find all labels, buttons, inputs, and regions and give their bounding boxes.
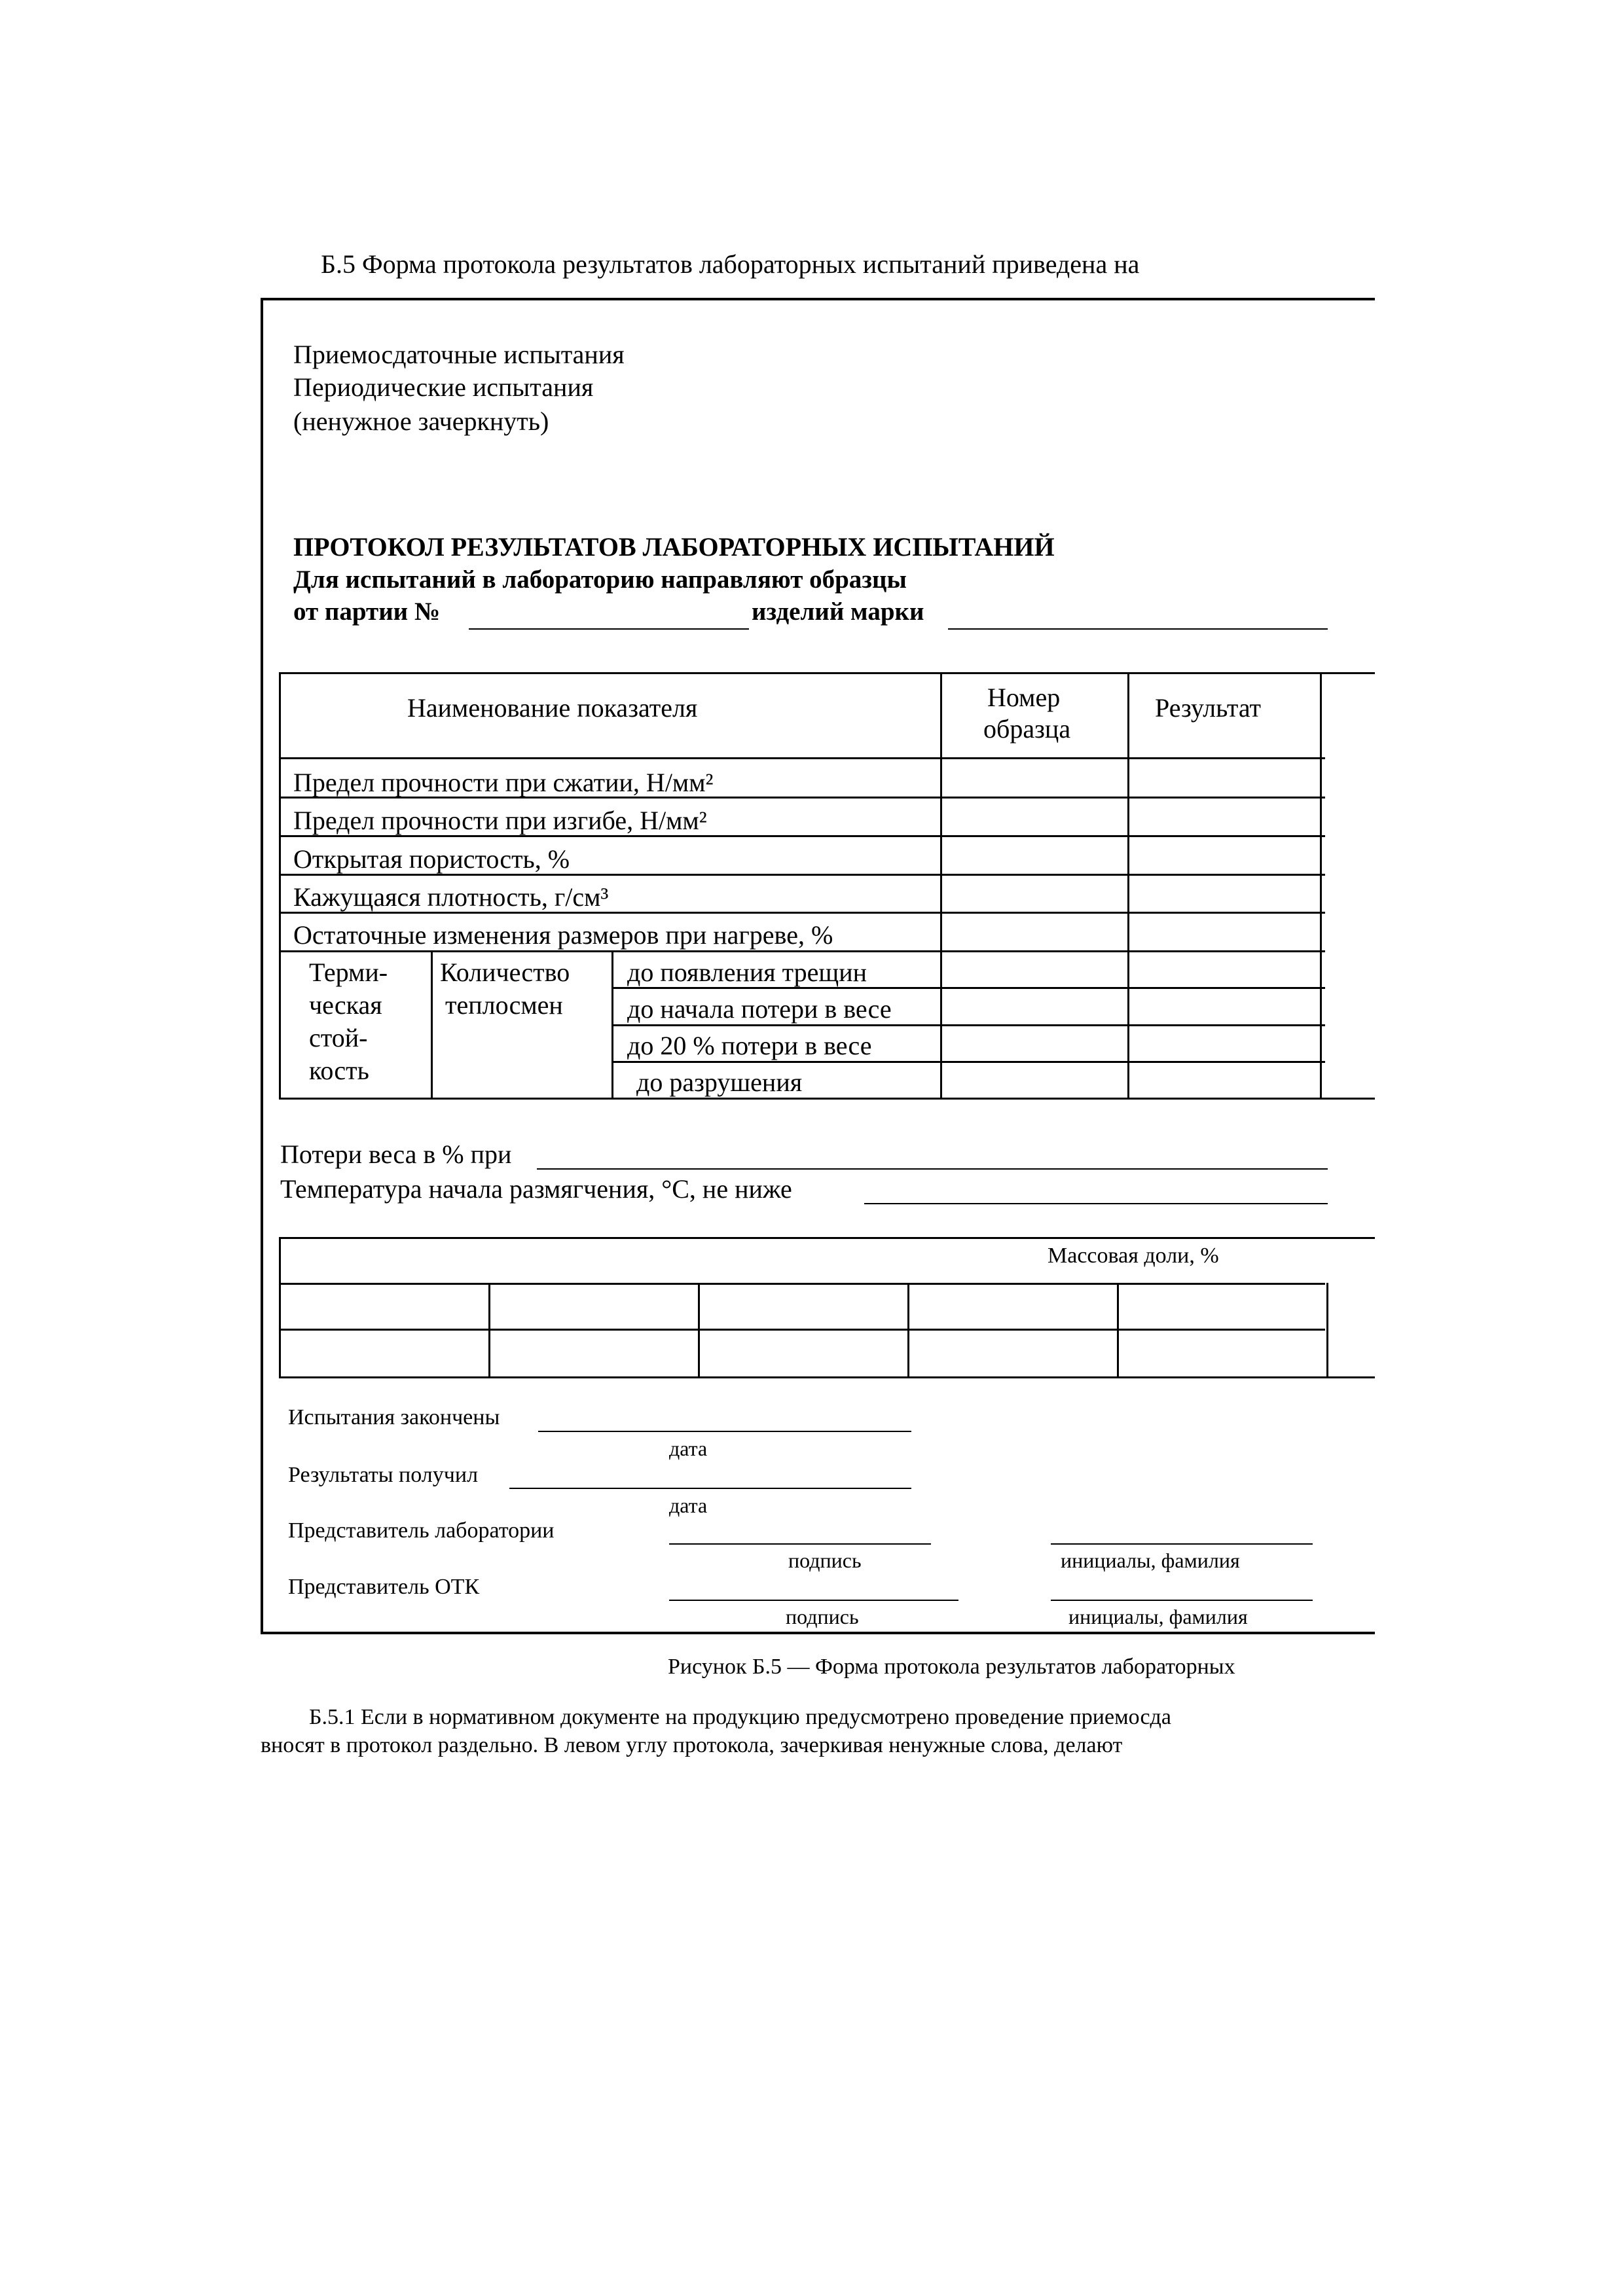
form-frame-top [261,298,1375,300]
tests-finished-line[interactable] [538,1431,911,1432]
batch-number-line[interactable] [469,628,749,630]
intro-line: Б.5 Форма протокола результатов лабораторных испытаний приведена на [321,249,1140,279]
thermal-cycles-label-1: Количество [440,958,570,987]
results-received-label: Результаты получил [288,1463,479,1487]
softening-line[interactable] [864,1203,1328,1204]
form-frame-left [261,298,263,1634]
tests-finished-label: Испытания закончены [288,1405,500,1429]
mass-fraction-header: Массовая доли, % [1048,1244,1219,1268]
thermal-label-1: Терми- [309,958,388,987]
weight-loss-label: Потери веса в % при [280,1139,512,1169]
thermal-item-destruction: до разрушения [636,1067,803,1097]
form-frame-bottom [261,1632,1375,1634]
product-grade-line[interactable] [948,628,1328,630]
thermal-label-4: кость [309,1056,369,1085]
thermal-item-weight-loss-20: до 20 % потери в весе [627,1031,872,1060]
row-compressive-strength: Предел прочности при сжатии, Н/мм² [293,768,714,797]
acceptance-tests-label: Приемосдаточные испытания [293,340,625,369]
protocol-subtitle: Для испытаний в лабораторию направляют образцы [293,565,907,594]
sample-header-line1: Номер [987,683,1061,712]
otk-rep-label: Представитель ОТК [288,1575,480,1599]
footer-line-1: Б.5.1 Если в нормативном документе на продукцию предусмотрено проведение приемосда [309,1705,1171,1729]
thermal-label-2: ческая [309,990,382,1020]
periodic-tests-label: Периодические испытания [293,372,594,402]
row-open-porosity: Открытая пористость, % [293,844,570,874]
results-received-line[interactable] [509,1488,911,1489]
figure-caption: Рисунок Б.5 — Форма протокола результатов лабораторных [668,1655,1235,1679]
lab-rep-name-line[interactable] [1051,1543,1313,1545]
signature-caption-1: подпись [788,1549,862,1572]
row-residual-changes: Остаточные изменения размеров при нагреве, % [293,920,833,950]
protocol-title: ПРОТОКОЛ РЕЗУЛЬТАТОВ ЛАБОРАТОРНЫХ ИСПЫТАНИЙ [293,532,1055,562]
thermal-cycles-label-2: теплосмен [445,990,563,1020]
sample-header-line2: образца [983,714,1071,744]
initials-caption-1: инициалы, фамилия [1061,1549,1240,1572]
batch-label: от партии № [293,598,441,626]
weight-loss-line[interactable] [537,1168,1328,1170]
result-header: Результат [1155,693,1262,723]
signature-caption-2: подпись [786,1605,859,1628]
thermal-item-weight-loss-start: до начала потери в весе [627,994,892,1024]
date-caption-1: дата [669,1437,708,1460]
initials-caption-2: инициалы, фамилия [1068,1605,1248,1628]
lab-rep-label: Представитель лаборатории [288,1518,555,1543]
row-bending-strength: Предел прочности при изгибе, Н/мм² [293,806,707,835]
lab-rep-signature-line[interactable] [669,1543,931,1545]
softening-label: Температура начала размягчения, °С, не ниже [280,1174,792,1204]
footer-line-2: вносят в протокол раздельно. В левом углу протокола, зачеркивая ненужные слова, делают [261,1733,1123,1757]
otk-rep-signature-line[interactable] [669,1600,958,1601]
otk-rep-name-line[interactable] [1051,1600,1313,1601]
strike-note: (ненужное зачеркнуть) [293,406,549,436]
indicator-header: Наименование показателя [407,693,698,723]
thermal-label-3: стой- [309,1023,368,1052]
date-caption-2: дата [669,1494,708,1517]
product-grade-label: изделий марки [752,598,924,626]
thermal-item-cracks: до появления трещин [627,958,867,987]
row-apparent-density: Кажущаяся плотность, г/см³ [293,882,609,912]
